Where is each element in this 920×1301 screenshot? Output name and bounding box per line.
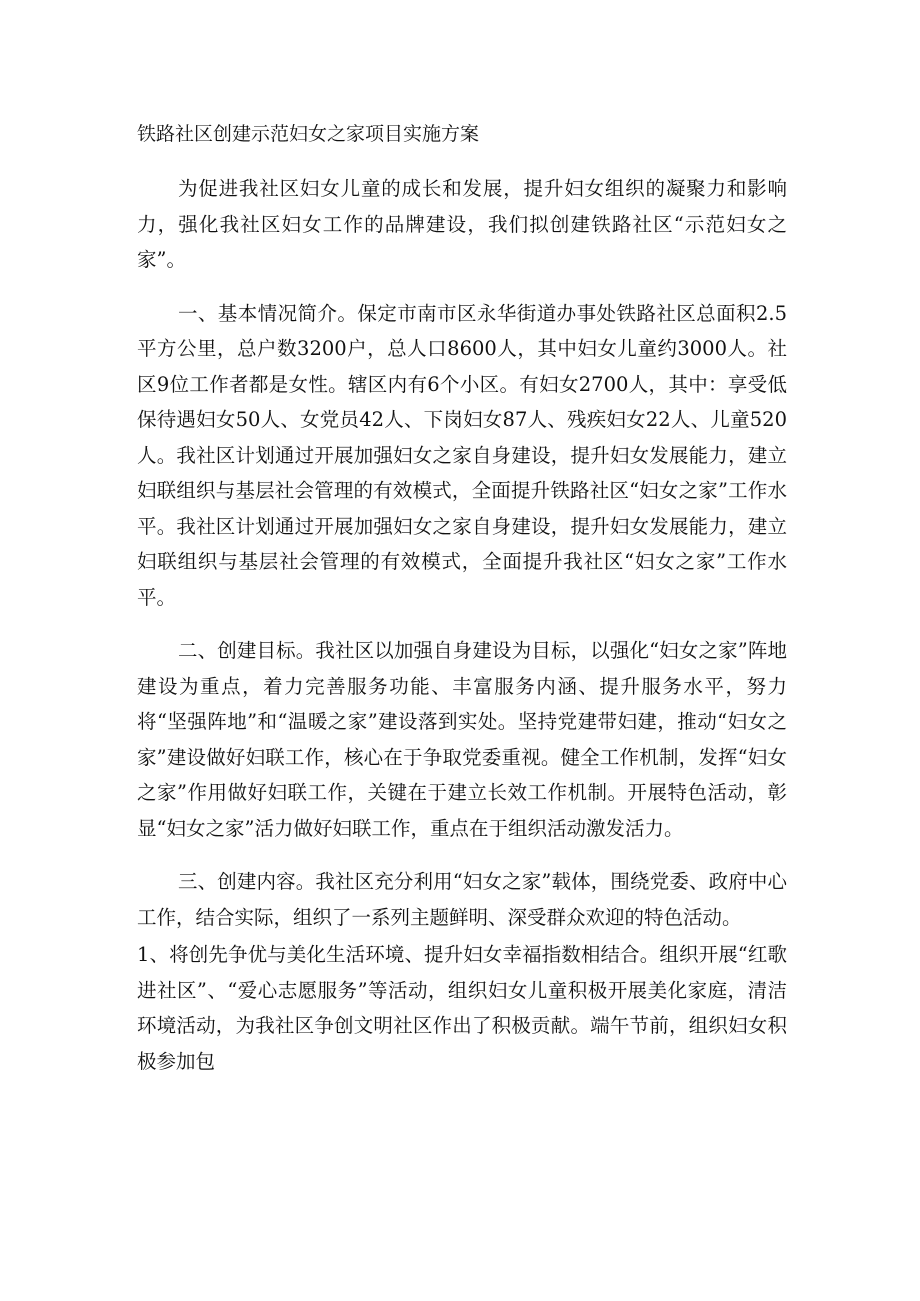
intro-paragraph: 为促进我社区妇女儿童的成长和发展，提升妇女组织的凝聚力和影响力，强化我社区妇女工作的品牌建设，我们拟创建铁路社区“示范妇女之家”。 — [137, 177, 787, 271]
section-goals: 二、创建目标。我社区以加强自身建设为目标，以强化“妇女之家”阵地建设为重点，着力完善服务功能、丰富服务内涵、提升服务水平，努力将“坚强阵地”和“温暖之家”建设落到实处。坚持党建带妇建，推动“妇女之家”建设做好妇联工作，核心在于争取党委重视。健全工作机制，发挥“妇女之家”作用做好妇联工作，关键在于建立长效工作机制。开展特色活动，彰显“妇女之家”活力做好妇联工作，重点在于组织活动激发活力。 — [137, 639, 787, 840]
section-content: 三、创建内容。我社区充分利用“妇女之家”载体，围绕党委、政府中心工作，结合实际，组织了一系列主题鲜明、深受群众欢迎的特色活动。 — [137, 870, 787, 929]
document-page — [137, 117, 787, 1079]
section-basic-situation: 一、基本情况简介。保定市南市区永华街道办事处铁路社区总面积2.5平方公里，总户数3200户，总人口8600人，其中妇女儿童约3000人。社区9位工作者都是女性。辖区内有6个小区。有妇女2700人，其中：享受低保待遇妇女50人、女党员42人、下岗妇女87人、残疾妇女22人、儿童520人。我社区计划通过开展加强妇女之家自身建设，提升妇女发展能力，建立妇联组织与基层社会管理的有效模式，全面提升铁路社区“妇女之家”工作水平。我社区计划通过开展加强妇女之家自身建设，提升妇女发展能力，建立妇联组织与基层社会管理的有效模式，全面提升我社区“妇女之家”工作水平。 — [137, 301, 787, 609]
document-title: 铁路社区创建示范妇女之家项目实施方案 — [137, 123, 480, 145]
content-item-1: 1、将创先争优与美化生活环境、提升妇女幸福指数相结合。组织开展“红歌进社区”、“爱心志愿服务”等活动，组织妇女儿童积极开展美化家庭，清洁环境活动，为我社区争创文明社区作出了积极贡献。端午节前，组织妇女积极参加包 — [137, 943, 787, 1073]
